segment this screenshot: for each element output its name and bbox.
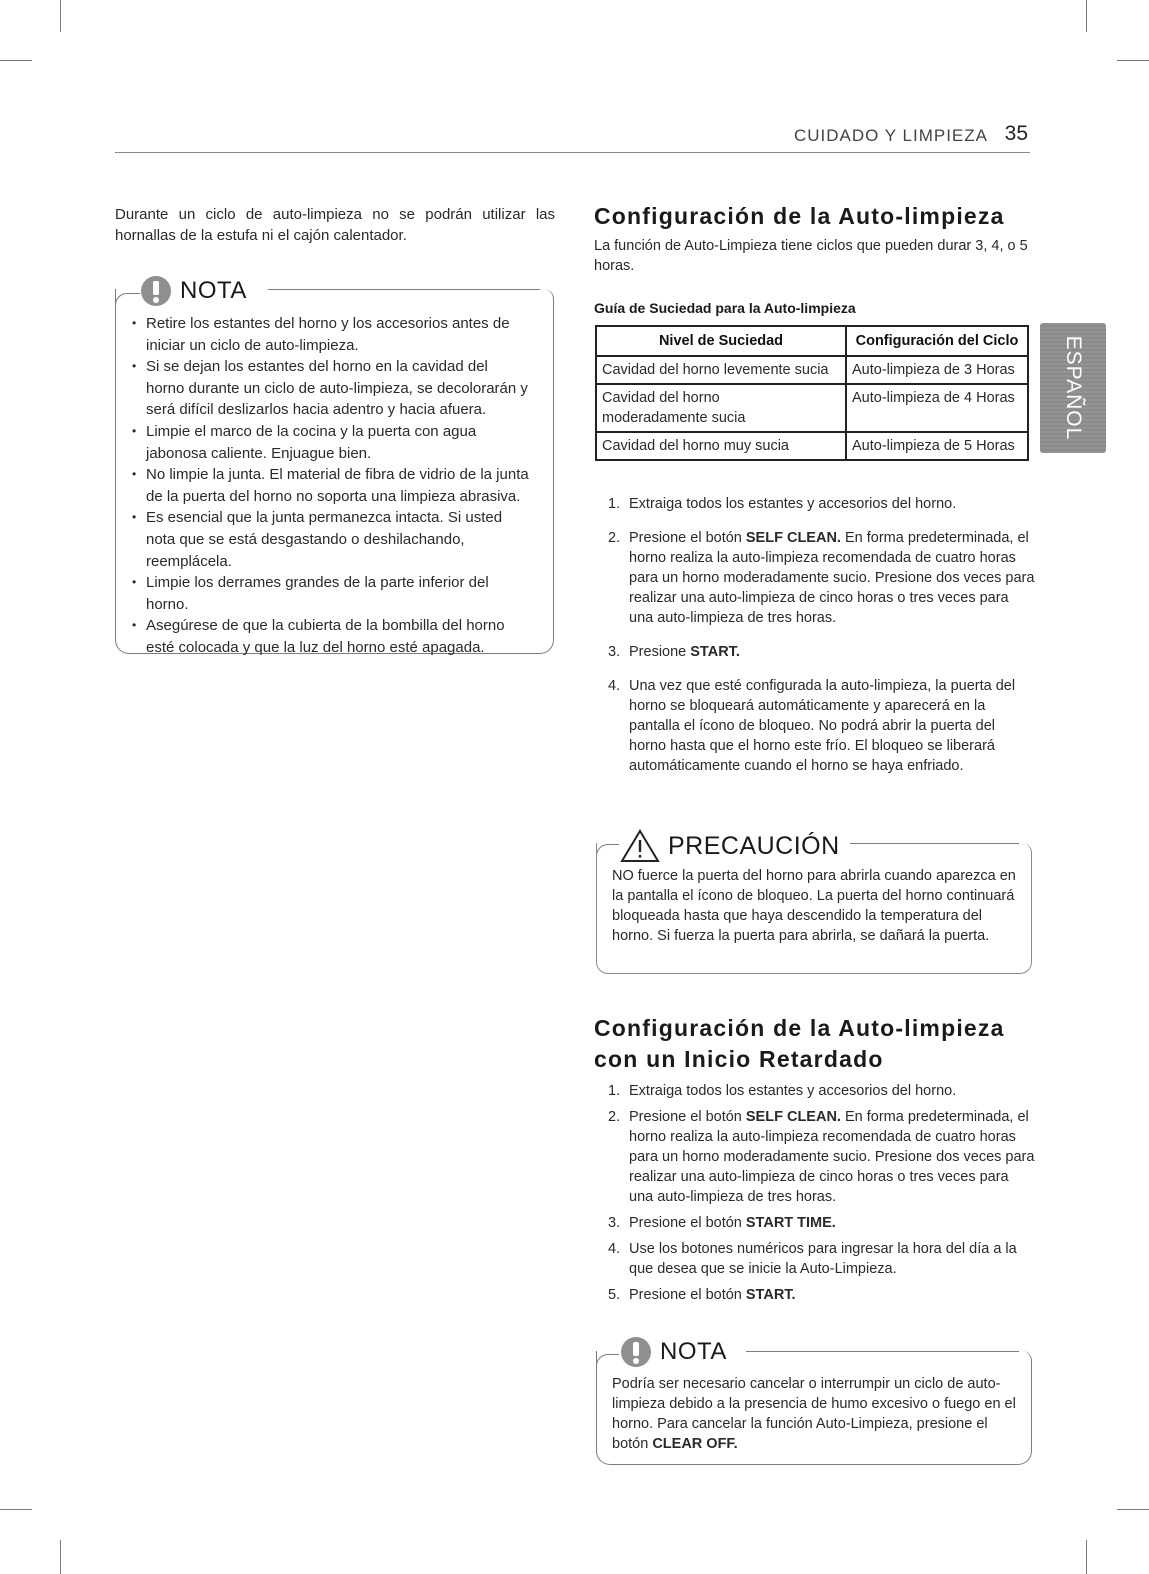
button-name: START TIME. (745, 1215, 836, 1231)
note-text (612, 1374, 1017, 1454)
step-number: 2. (608, 530, 621, 546)
page-header (115, 118, 1030, 153)
table-cell: Auto-limpieza de 4 Horas (846, 384, 1028, 432)
table-cell: Cavidad del horno levemente sucia (596, 356, 846, 384)
step-text: Presione (629, 644, 691, 660)
soil-guide-table (595, 325, 1029, 461)
step-text: Use los botones numéricos para ingresar la hora del día a la que desea que se inicie la Auto-Limpieza. (629, 1241, 1017, 1277)
caution-heading (620, 828, 850, 864)
note-heading (140, 274, 257, 308)
button-name: SELF CLEAN. (745, 1109, 841, 1125)
crop-mark (60, 1540, 61, 1574)
step-number: 4. (608, 678, 621, 694)
note-title: NOTA (660, 1338, 727, 1365)
step-number: 4. (608, 1241, 621, 1257)
crop-mark (0, 1509, 32, 1510)
list-item (596, 676, 1036, 776)
steps-list (596, 494, 1036, 776)
table-header-cell: Nivel de Suciedad (596, 326, 846, 356)
step-text: Una vez que esté configurada la auto-limpieza, la puerta del horno se bloqueará automáticamente y aparecerá en la pantalla el ícono de bloqueo. No podrá abrir la puerta del horno hasta que el horno este frío. El bloqueo se liberará automáticamente cuando el horno se haya enfriado. (629, 678, 1016, 774)
note-title: NOTA (180, 277, 247, 304)
step-text: En forma predeterminada, el horno realiza la auto-limpieza recomendada de cuatro horas para un horno moderadamente sucio. Presione dos veces para realizar una auto-limpieza de cinco horas o tres veces para una auto-limpieza de tres horas. (629, 530, 1035, 626)
warning-triangle-icon (620, 829, 660, 863)
button-name: START. (745, 1287, 796, 1303)
note-text-body: Podría ser necesario cancelar o interrumpir un ciclo de auto-limpieza debido a la presencia de humo excesivo o fuego en el horno. Para cancelar la función Auto-Limpieza, presione el botón (612, 1376, 1016, 1452)
list-item (596, 1285, 1036, 1305)
note-list (130, 313, 530, 659)
step-number: 2. (608, 1109, 621, 1125)
table-header-cell: Configuración del Ciclo (846, 326, 1028, 356)
list-item (596, 1213, 1036, 1233)
table-title: Guía de Suciedad para la Auto-limpieza (594, 300, 856, 316)
steps-list (596, 1081, 1036, 1305)
button-name: CLEAR OFF. (652, 1436, 738, 1452)
step-number: 1. (608, 496, 621, 512)
crop-mark (0, 60, 32, 61)
crop-mark (1086, 1540, 1087, 1574)
step-text: Presione el botón (629, 1287, 746, 1303)
list-item (596, 494, 1036, 514)
crop-mark (1117, 1509, 1149, 1510)
caution-text: NO fuerce la puerta del horno para abrirla cuando aparezca en la pantalla el ícono de bloqueo. La puerta del horno continuará bloqueada hasta que haya descendido la temperatura del horno. Si fuerza la puerta para abrirla, se dañará la puerta. (612, 868, 1016, 944)
step-number: 1. (608, 1083, 621, 1099)
list-item: • Es esencial que la junta permanezca intacta. Si usted nota que se está desgastando o deshilachando, reemplácela. (130, 507, 530, 572)
table-header-row (596, 326, 1028, 356)
list-item (596, 1239, 1036, 1279)
note-heading (620, 1335, 737, 1369)
step-text: Presione el botón (629, 1215, 746, 1231)
section-intro: La función de Auto-Limpieza tiene ciclos que pueden durar 3, 4, o 5 horas. (594, 238, 1028, 274)
table-cell: Auto-limpieza de 3 Horas (846, 356, 1028, 384)
table-row (596, 384, 1028, 432)
button-name: SELF CLEAN. (745, 530, 841, 546)
list-item (596, 528, 1036, 628)
table-row (596, 432, 1028, 460)
step-number: 3. (608, 1215, 621, 1231)
step-number: 5. (608, 1287, 621, 1303)
button-name: START. (690, 644, 740, 660)
caution-title: PRECAUCIÓN (668, 831, 840, 860)
section-title: Configuración de la Auto-limpieza (594, 1015, 1005, 1041)
crop-mark (1086, 0, 1087, 32)
step-text: Extraiga todos los estantes y accesorios del horno. (629, 1083, 957, 1099)
list-item: • Limpie el marco de la cocina y la puerta con agua jabonosa caliente. Enjuague bien. (130, 421, 530, 464)
section-title-line2: con un Inicio Retardado (594, 1046, 884, 1072)
language-tab (1040, 323, 1106, 453)
list-item: • Retire los estantes del horno y los accesorios antes de iniciar un ciclo de auto-limpieza. (130, 313, 530, 356)
info-alert-icon (620, 1336, 652, 1368)
language-tab-label: ESPAÑOL (1062, 335, 1085, 441)
list-item: • No limpie la junta. El material de fibra de vidrio de la junta de la puerta del horno no soporta una limpieza abrasiva. (130, 464, 530, 507)
page-number: 35 (1004, 122, 1028, 145)
list-item (596, 1081, 1036, 1101)
table-cell: Auto-limpieza de 5 Horas (846, 432, 1028, 460)
step-text: Presione el botón (629, 530, 746, 546)
table-row (596, 356, 1028, 384)
table-cell: Cavidad del horno moderadamente sucia (596, 384, 846, 432)
step-text: Presione el botón (629, 1109, 746, 1125)
section-title: Configuración de la Auto-limpieza (594, 203, 1005, 229)
step-text: En forma predeterminada, el horno realiza la auto-limpieza recomendada de cuatro horas para un horno moderadamente sucio. Presione dos veces para realizar una auto-limpieza de cinco horas o tres veces para una auto-limpieza de tres horas. (629, 1109, 1035, 1205)
list-item (596, 1107, 1036, 1207)
step-number: 3. (608, 644, 621, 660)
list-item: • Limpie los derrames grandes de la parte inferior del horno. (130, 572, 530, 615)
info-alert-icon (140, 275, 172, 307)
list-item: • Si se dejan los estantes del horno en la cavidad del horno durante un ciclo de auto-limpieza, se decolorarán y será difícil deslizarlos hacia adentro y hacia afuera. (130, 356, 530, 421)
crop-mark (60, 0, 61, 32)
table-cell: Cavidad del horno muy sucia (596, 432, 846, 460)
list-item: • Asegúrese de que la cubierta de la bombilla del horno esté colocada y que la luz del horno esté apagada. (130, 615, 530, 658)
step-text: Extraiga todos los estantes y accesorios del horno. (629, 496, 957, 512)
intro-paragraph: Durante un ciclo de auto-limpieza no se podrán utilizar las hornallas de la estufa ni el cajón calentador. (115, 206, 555, 244)
section-name: CUIDADO Y LIMPIEZA (793, 126, 988, 145)
crop-mark (1117, 60, 1149, 61)
list-item (596, 642, 1036, 662)
